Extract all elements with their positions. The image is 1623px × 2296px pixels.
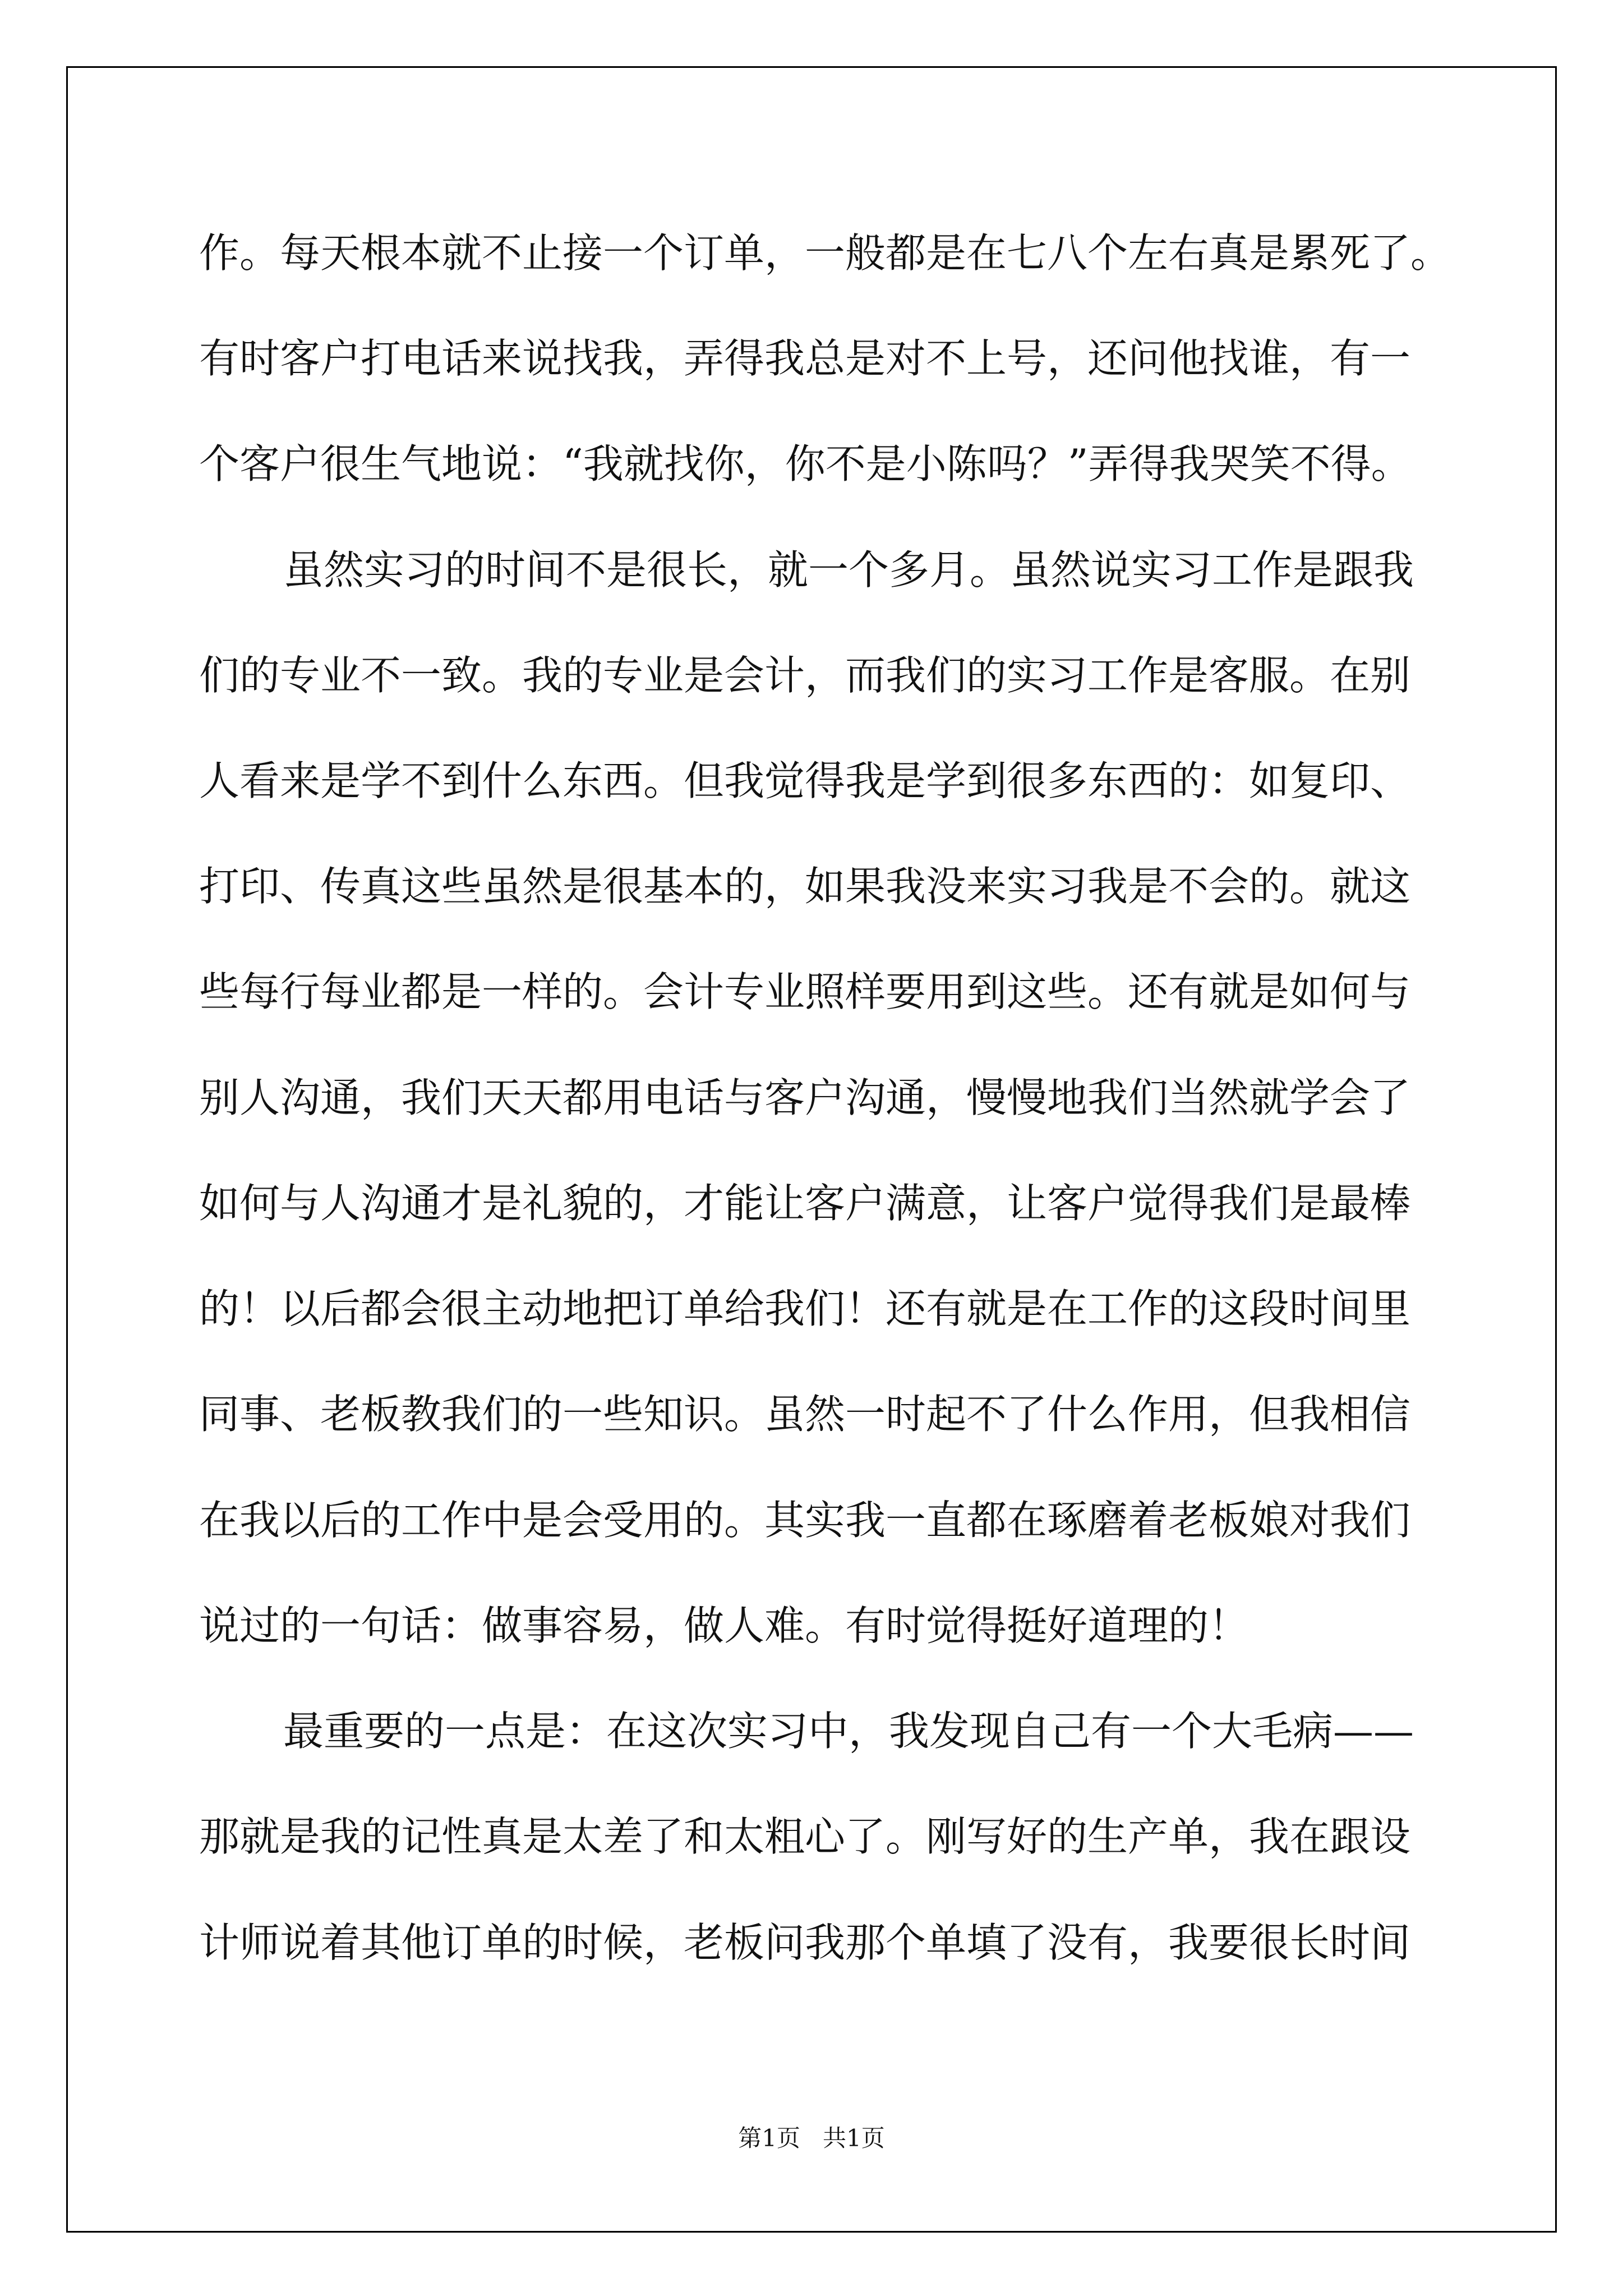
body-text-line: 个客户很生气地说：“我就找你，你不是小陈吗？”弄得我哭笑不得。 (199, 440, 1412, 487)
body-text-line: 些每行每业都是一样的。会计专业照样要用到这些。还有就是如何与 (199, 968, 1411, 1015)
page-number-footer: 第1页 共1页 (738, 2124, 885, 2152)
body-text-line: 说过的一句话：做事容易，做人难。有时觉得挺好道理的！ (199, 1602, 1249, 1649)
body-text-line: 人看来是学不到什么东西。但我觉得我是学到很多东西的：如复印、 (199, 757, 1411, 804)
body-text-line: 那就是我的记性真是太差了和太粗心了。刚写好的生产单，我在跟设 (199, 1813, 1411, 1860)
page-border (66, 66, 1557, 2233)
body-text-line: 如何与人沟通才是礼貌的，才能让客户满意，让客户觉得我们是最棒 (199, 1180, 1411, 1227)
body-text-line: 计师说着其他订单的时候，老板问我那个单填了没有，我要很长时间 (199, 1919, 1411, 1966)
body-text-line: 有时客户打电话来说找我，弄得我总是对不上号，还问他找谁，有一 (199, 335, 1411, 382)
body-text-line: 别人沟通，我们天天都用电话与客户沟通，慢慢地我们当然就学会了 (199, 1074, 1411, 1121)
body-text-line: 在我以后的工作中是会受用的。其实我一直都在琢磨着老板娘对我们 (199, 1497, 1411, 1544)
body-text-line: 打印、传真这些虽然是很基本的，如果我没来实习我是不会的。就这 (199, 863, 1411, 910)
body-text-line: 同事、老板教我们的一些知识。虽然一时起不了什么作用，但我相信 (199, 1391, 1411, 1438)
paragraph-start-line: 最重要的一点是：在这次实习中，我发现自己有一个大毛病—— (283, 1708, 1414, 1755)
body-text-line: 们的专业不一致。我的专业是会计，而我们的实习工作是客服。在别 (199, 652, 1411, 699)
paragraph-start-line: 虽然实习的时间不是很长，就一个多月。虽然说实习工作是跟我 (283, 546, 1414, 593)
body-text-line: 作。每天根本就不止接一个订单，一般都是在七八个左右真是累死了。 (199, 229, 1451, 277)
body-text-line: 的！以后都会很主动地把订单给我们！还有就是在工作的这段时间里 (199, 1285, 1411, 1332)
